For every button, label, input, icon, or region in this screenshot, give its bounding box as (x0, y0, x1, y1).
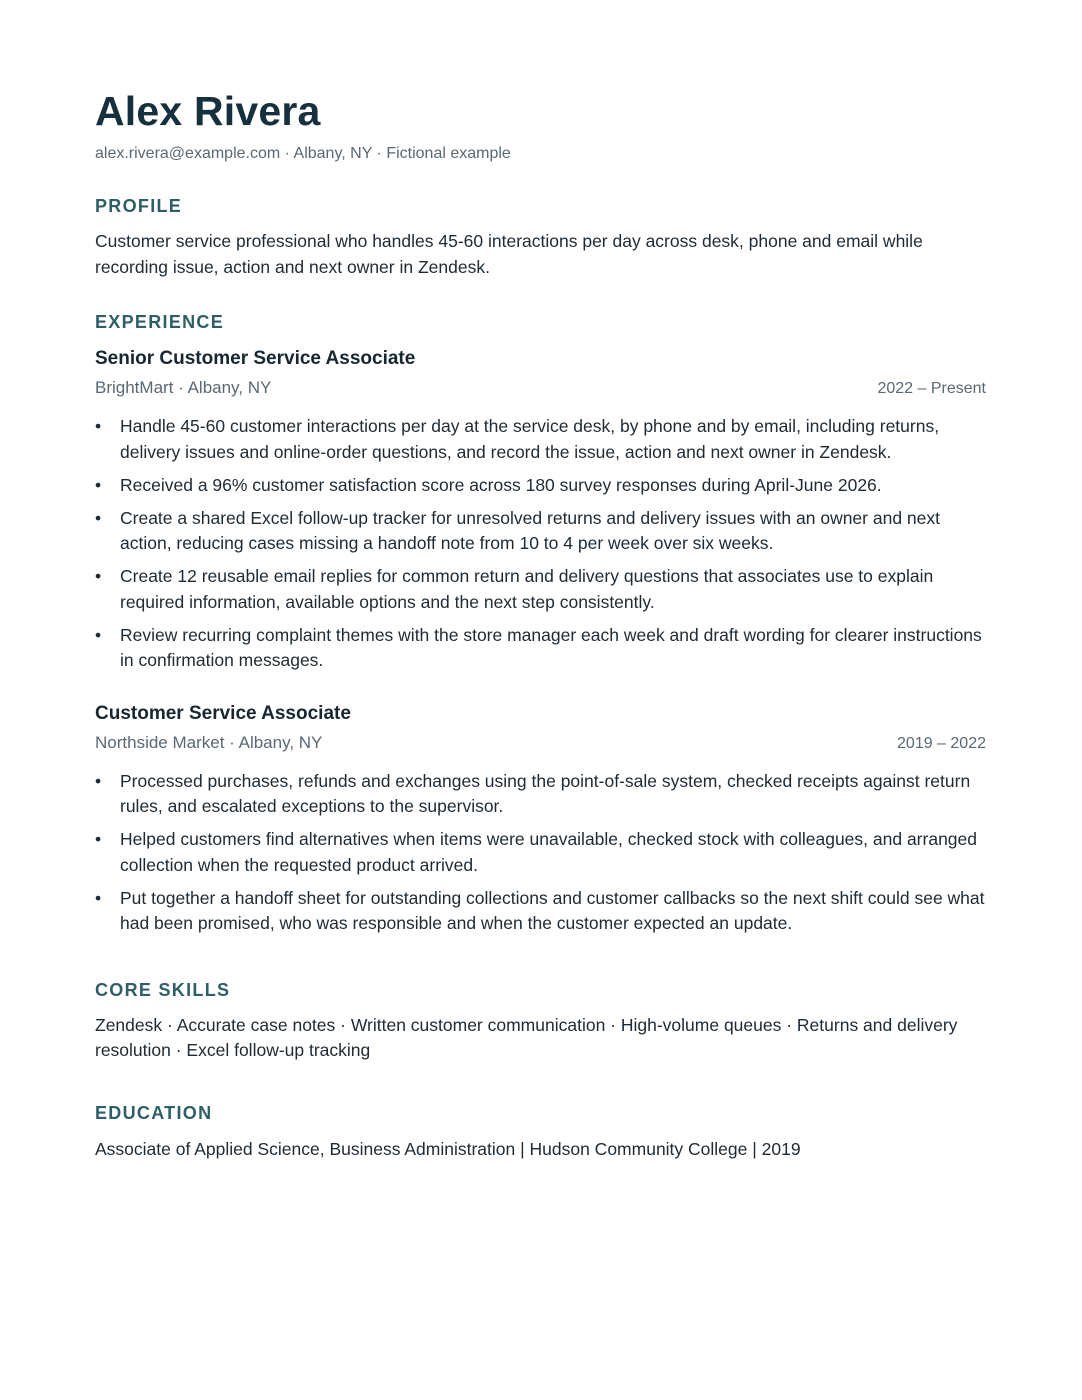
bullet-text: Create 12 reusable email replies for common return and delivery questions that associates use to explain required information, available options and the next step consistently. (120, 566, 934, 612)
job-dates: 2022 – Present (877, 380, 986, 397)
bullet-icon: • (95, 416, 102, 436)
list-item (95, 414, 986, 465)
section-title-profile: PROFILE (95, 196, 183, 216)
bullet-icon: • (95, 507, 102, 528)
list-item (95, 506, 986, 557)
list-item (95, 886, 986, 937)
bullet-text: Handle 45-60 customer interactions per day at the service desk, by phone and by email, including returns, delivery issues and online-order questions, and record the issue, action and next owner in Zendesk. (120, 416, 940, 462)
section-title-experience: EXPERIENCE (95, 312, 225, 332)
job-company: BrightMart · Albany, NY (95, 378, 272, 397)
list-item (95, 827, 986, 878)
bullet-text: Processed purchases, refunds and exchanges using the point-of-sale system, checked receipts against return rules, and escalated exceptions to the supervisor. (120, 770, 971, 816)
list-item (95, 564, 986, 615)
bullet-text: Create a shared Excel follow-up tracker for unresolved returns and delivery issues with an owner and next action, reducing cases missing a handoff note from 10 to 4 per week over six weeks. (120, 507, 940, 553)
job-dates: 2019 – 2022 (897, 734, 986, 752)
job-bullet-list (95, 414, 986, 674)
bullet-icon: • (95, 566, 102, 586)
bullet-icon: • (95, 624, 102, 645)
bullet-text: Helped customers find alternatives when items were unavailable, checked stock with colleagues, and arranged collection when the requested product arrived. (120, 829, 977, 875)
list-item (95, 623, 986, 674)
bullet-icon: • (95, 474, 102, 495)
section-title-education: EDUCATION (95, 1102, 213, 1123)
education-entry: Associate of Applied Science, Business Administration | Hudson Community College | 2019 (95, 1138, 801, 1159)
bullet-text: Put together a handoff sheet for outstanding collections and customer callbacks so the next shift could see what had been promised, who was responsible and when the customer expected an update. (120, 887, 985, 933)
job-entry-senior-associate (95, 347, 986, 674)
job-title: Senior Customer Service Associate (95, 348, 416, 369)
bullet-icon: • (95, 770, 102, 791)
job-meta (95, 732, 986, 755)
contact-line: alex.rivera@example.com · Albany, NY · Fictional example (95, 145, 511, 162)
bullet-text: Review recurring complaint themes with the store manager each week and draft wording for clearer instructions in confirmation messages. (120, 624, 982, 670)
list-item (95, 769, 986, 820)
job-company: Northside Market · Albany, NY (95, 732, 323, 752)
skills-list: Zendesk · Accurate case notes · Written customer communication · High-volume queues · Returns and delivery resolution · Excel follow-up tracking (95, 1014, 958, 1060)
job-bullet-list (95, 769, 986, 937)
bullet-text: Received a 96% customer satisfaction score across 180 survey responses during April-June 2026. (120, 474, 882, 495)
candidate-name: Alex Rivera (95, 88, 321, 134)
bullet-icon: • (95, 829, 102, 849)
job-meta (95, 377, 986, 400)
profile-summary: Customer service professional who handles 45-60 interactions per day across desk, phone and email while recording issue, action and next owner in Zendesk. (95, 231, 923, 277)
job-title: Customer Service Associate (95, 702, 351, 724)
job-entry-associate (95, 702, 986, 937)
bullet-icon: • (95, 887, 102, 908)
section-title-skills: CORE SKILLS (95, 979, 231, 1000)
list-item (95, 473, 986, 499)
